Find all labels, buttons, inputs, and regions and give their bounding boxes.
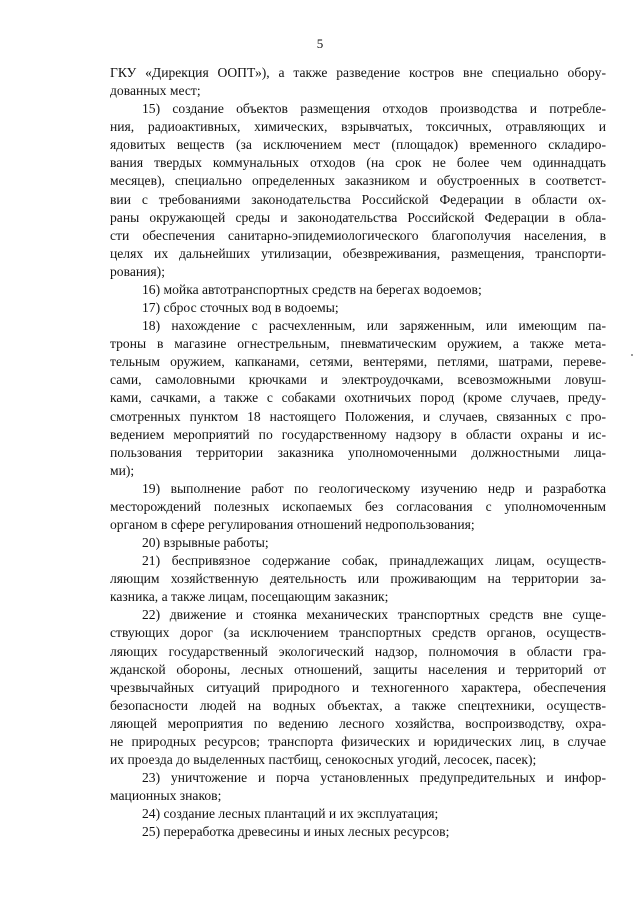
text-line: рования); bbox=[110, 263, 165, 279]
text-line: 15) создание объектов размещения отходов производства и потребле- bbox=[142, 101, 606, 117]
text-line: ляющей мероприятия по ведению лесного хозяйства, воспроизводству, охра- bbox=[110, 715, 606, 731]
text-line: ведением мероприятий по государственному надзору в области охраны и ис- bbox=[110, 426, 606, 442]
page-number: 5 bbox=[316, 36, 324, 51]
text-line: чрезвычайных ситуаций природного и техногенного характера, обеспечения bbox=[110, 679, 606, 695]
text-line: 18) нахождение с расчехленным, или заряженным, или имеющим па- bbox=[142, 318, 606, 334]
text-line: месторождений полезных ископаемых без согласования с уполномоченным bbox=[110, 498, 606, 514]
text-line: 24) создание лесных плантаций и их эксплуатация; bbox=[142, 806, 439, 822]
text-line: 25) переработка древесины и иных лесных ресурсов; bbox=[142, 824, 450, 840]
text-line: 23) уничтожение и порча установленных предупредительных и инфор- bbox=[142, 770, 606, 786]
text-line: сти обеспечения санитарно-эпидемиологического благополучия населения, в bbox=[110, 227, 606, 243]
text-line: месяцев), специально определенных заказником и обустроенных в соответст- bbox=[110, 173, 606, 189]
text-line: 19) выполнение работ по геологическому изучению недр и разработка bbox=[142, 480, 606, 496]
text-line: ками, сачками, а также с собаками охотничьих пород (кроме случаев, преду- bbox=[110, 390, 606, 406]
text-line: казника, а также лицам, посещающим заказник; bbox=[110, 589, 389, 605]
text-line: не природных ресурсов; транспорта физических и юридических лиц, в случае bbox=[110, 733, 606, 749]
text-line: 22) движение и стоянка механических транспортных средств вне суще- bbox=[142, 607, 606, 623]
text-line: сами, самоловными крючками и электроудочками, всевозможными ловуш- bbox=[110, 372, 606, 388]
text-line: ляющих государственный экологический надзор, полномочия в области гра- bbox=[110, 643, 606, 659]
text-line: жданской обороны, лесных отношений, защиты населения и территорий от bbox=[110, 661, 606, 677]
text-line: целях их дальнейших утилизации, обезвреживания, размещения, транспорти- bbox=[110, 245, 606, 261]
text-line: вания твердых коммунальных отходов (на срок не более чем одиннадцать bbox=[110, 155, 606, 171]
text-line: троны в магазине огнестрельным, пневматическим оружием, а также мета- bbox=[110, 336, 606, 352]
text-line: мационных знаков; bbox=[110, 788, 222, 804]
scan-speck bbox=[631, 354, 633, 356]
text-line: вии с требованиями законодательства Российской Федерации в области ох- bbox=[110, 191, 606, 207]
text-line: безопасности людей на водных объектах, а также спецтехники, осуществ- bbox=[110, 697, 606, 713]
text-line: ГКУ «Дирекция ООПТ»), а также разведение костров вне специально обору- bbox=[110, 65, 606, 80]
text-line: 20) взрывные работы; bbox=[142, 535, 269, 551]
text-line: 16) мойка автотранспортных средств на берегах водоемов; bbox=[142, 281, 482, 297]
text-line: тельным оружием, капканами, сетями, вентерями, петлями, шатрами, переве- bbox=[110, 354, 606, 370]
text-line: ствующих дорог (за исключением транспортных средств органов, осуществ- bbox=[110, 625, 606, 641]
text-line: ния, радиоактивных, химических, взрывчатых, токсичных, отравляющих и bbox=[110, 119, 606, 135]
text-line: ми); bbox=[110, 462, 135, 478]
text-line: 17) сброс сточных вод в водоемы; bbox=[142, 300, 339, 316]
text-line: ядовитых веществ (за исключением мест (площадок) временного складиро- bbox=[110, 137, 606, 153]
text-line: смотренных пунктом 18 настоящего Положения, и случаев, связанных с про- bbox=[110, 408, 606, 424]
text-line: пользования территории заказника уполномоченными должностными лица- bbox=[110, 444, 606, 460]
text-line: органом в сфере регулирования отношений недропользования; bbox=[110, 517, 475, 532]
text-line: раны окружающей среды и законодательства Российской Федерации в обла- bbox=[110, 209, 606, 225]
text-line: ляющим хозяйственную деятельность или проживающим на территории за- bbox=[110, 571, 606, 587]
text-line: их проезда до выделенных пастбищ, сенокосных угодий, лесосек, пасек); bbox=[110, 752, 537, 768]
text-line: 21) беспривязное содержание собак, принадлежащих лицам, осуществ- bbox=[142, 553, 606, 569]
text-line: дованных мест; bbox=[110, 83, 201, 99]
